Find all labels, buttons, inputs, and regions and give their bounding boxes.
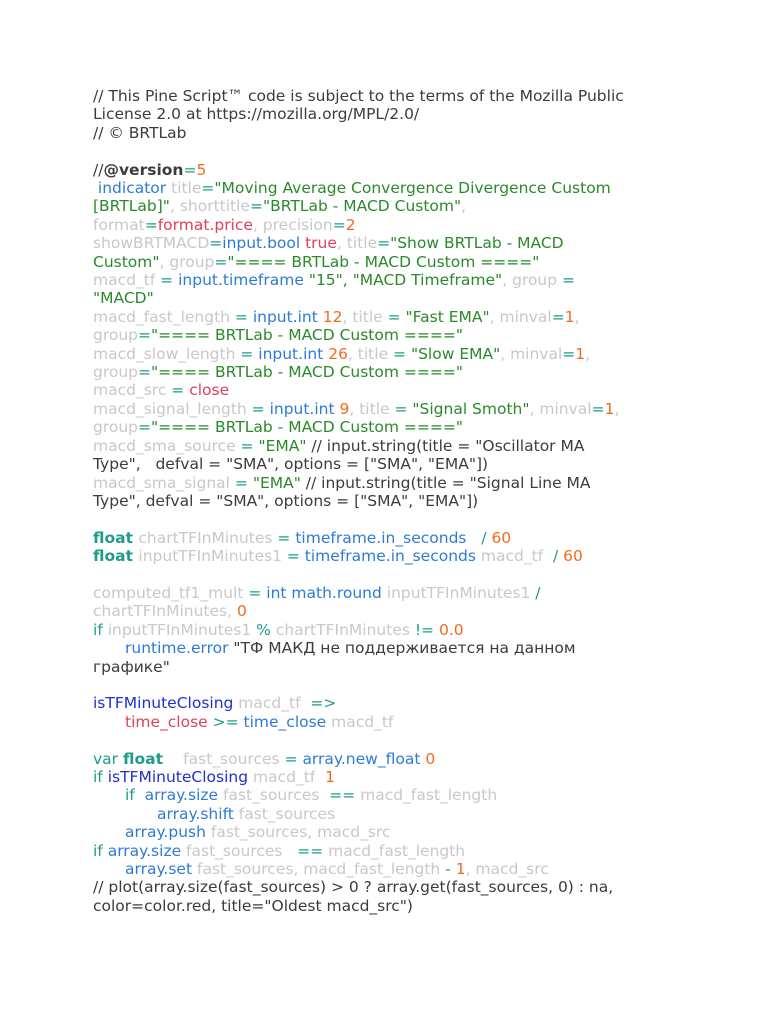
code-token: "EMA"	[252, 473, 301, 492]
code-line	[93, 805, 693, 823]
code-token: ,	[336, 234, 347, 253]
code-token: >=	[212, 712, 244, 731]
code-token: true	[305, 234, 337, 253]
code-token: ,	[159, 252, 170, 271]
code-token: =	[138, 326, 152, 345]
code-token: showBRTMACD	[93, 234, 210, 253]
code-token: "Signal Smoth"	[412, 399, 530, 418]
code-token: int	[266, 583, 292, 602]
code-line	[93, 878, 693, 896]
code-token: format.price	[157, 215, 253, 234]
code-token: 12	[322, 307, 343, 326]
code-token: input.int	[252, 307, 323, 326]
code-line	[93, 768, 693, 786]
code-token: ,	[342, 307, 353, 326]
code-token: array.set	[125, 859, 197, 878]
code-token: timeframe.in_seconds	[304, 547, 481, 566]
code-token: ,	[227, 602, 237, 621]
code-line	[93, 161, 693, 179]
code-token: ==	[324, 786, 361, 805]
code-line	[93, 105, 693, 123]
code-token: if	[93, 841, 108, 860]
code-token: macd_fast_length	[328, 841, 466, 860]
code-token: /	[535, 583, 541, 602]
code-line	[93, 897, 693, 915]
code-token: 60	[563, 547, 583, 566]
code-token: fast_sources	[222, 786, 325, 805]
code-token: isTFMinuteClosing	[107, 767, 253, 786]
code-token: format	[93, 215, 145, 234]
code-token: title	[171, 179, 202, 198]
code-token: minval	[539, 399, 592, 418]
code-token: =	[171, 381, 190, 400]
code-document	[93, 87, 693, 915]
code-line	[93, 142, 693, 160]
code-token: minval	[510, 344, 563, 363]
code-token: math.round	[291, 583, 387, 602]
code-token: ,	[252, 215, 263, 234]
code-token: =	[138, 363, 152, 382]
code-line	[93, 750, 693, 768]
code-token: =	[551, 307, 565, 326]
code-line	[93, 621, 693, 639]
code-token: !=	[414, 620, 439, 639]
code-token: // plot(array.size(fast_sources) > 0 ? array.get(fast_sources, 0) : na,	[93, 878, 614, 897]
code-token: array.shift	[157, 804, 239, 823]
code-token: float	[122, 749, 169, 768]
code-token: =	[286, 547, 305, 566]
code-token: =	[562, 271, 576, 290]
code-line	[93, 216, 693, 234]
code-token: macd_src	[317, 823, 391, 842]
code-token: 1	[604, 399, 615, 418]
code-token: group	[93, 363, 139, 382]
code-token: array.push	[125, 823, 211, 842]
code-token: ,	[489, 307, 500, 326]
code-token: "Slow EMA"	[410, 344, 501, 363]
code-token: precision	[262, 215, 333, 234]
code-token: ,	[585, 344, 591, 363]
code-token: =	[240, 436, 259, 455]
code-token: group	[93, 326, 139, 345]
code-line	[93, 584, 693, 602]
code-token: =	[214, 252, 228, 271]
code-token: =	[591, 399, 605, 418]
code-token: title	[359, 399, 395, 418]
code-token: shorttitle	[179, 197, 250, 216]
code-token: ,	[529, 399, 540, 418]
code-token: =	[160, 271, 179, 290]
code-token: fast_sources	[168, 749, 285, 768]
code-token: macd_fast_length	[360, 786, 498, 805]
code-token: 1	[455, 859, 466, 878]
code-token: if	[125, 786, 140, 805]
code-line	[93, 363, 693, 381]
code-token: var	[93, 749, 123, 768]
code-token: fast_sources	[238, 804, 336, 823]
code-line	[93, 455, 693, 473]
code-token: time_close	[125, 712, 213, 731]
code-token: title	[357, 344, 394, 363]
code-line	[93, 308, 693, 326]
code-token: array.size	[139, 786, 223, 805]
code-line	[93, 87, 693, 105]
code-token: macd_tf	[480, 547, 549, 566]
code-token: group	[512, 271, 563, 290]
code-token: macd_sma_source	[93, 436, 241, 455]
code-token: "15", "MACD Timeframe"	[308, 271, 503, 290]
code-token: Type", defval = "SMA", options = ["SMA", "EMA"])	[93, 491, 479, 510]
code-token: // input.string(title = "Oscillator MA	[306, 436, 585, 455]
code-token: /	[548, 547, 564, 566]
code-line	[93, 694, 693, 712]
code-line	[93, 179, 693, 197]
code-token: isTFMinuteClosing	[93, 694, 239, 713]
code-token: [BRTLab]"	[93, 197, 170, 216]
code-token: "Show BRTLab - MACD	[390, 234, 564, 253]
code-token: 26	[328, 344, 348, 363]
code-line	[93, 271, 693, 289]
code-line	[93, 547, 693, 565]
code-token: macd_sma_signal	[93, 473, 235, 492]
code-line	[93, 860, 693, 878]
code-token: // input.string(title = "Signal Line MA	[300, 473, 591, 492]
code-token: =	[284, 749, 303, 768]
code-token: =	[138, 418, 152, 437]
code-token: array.new_float	[302, 749, 426, 768]
code-token: ,	[461, 197, 467, 216]
code-token: =	[248, 583, 267, 602]
code-token: 9	[339, 399, 350, 418]
code-token: =	[249, 197, 263, 216]
code-token: fast_sources	[210, 823, 308, 842]
code-token: "==== BRTLab - MACD Custom ===="	[151, 418, 463, 437]
code-token: 1	[564, 307, 575, 326]
code-token: macd_tf	[331, 712, 394, 731]
code-token: title	[352, 307, 388, 326]
code-token: 2	[345, 215, 356, 234]
code-token: title	[346, 234, 378, 253]
code-token: color=color.red, title="Oldest macd_src")	[93, 896, 413, 915]
code-token: "==== BRTLab - MACD Custom ===="	[227, 252, 540, 271]
code-token: "BRTLab - MACD Custom"	[262, 197, 462, 216]
code-token: =	[377, 234, 391, 253]
code-line	[93, 474, 693, 492]
code-token: -	[445, 859, 456, 878]
code-token: =	[394, 399, 413, 418]
code-token: macd_tf	[238, 694, 306, 713]
code-line	[93, 529, 693, 547]
code-token: group	[93, 418, 139, 437]
code-token: "MACD"	[93, 289, 154, 308]
code-line	[93, 326, 693, 344]
code-line	[93, 639, 693, 657]
code-token: // © BRTLab	[93, 123, 187, 142]
code-token: 1	[320, 767, 335, 786]
code-token: =	[277, 528, 296, 547]
code-token: timeframe.in_seconds	[295, 528, 467, 547]
code-token: if	[93, 767, 108, 786]
code-token: %	[256, 620, 276, 639]
code-token: "Moving Average Convergence Divergence Custom	[214, 179, 611, 198]
code-token: macd_fast_length	[93, 307, 235, 326]
code-line	[93, 418, 693, 436]
code-token: macd_slow_length	[93, 344, 241, 363]
code-line	[93, 381, 693, 399]
code-token: =	[251, 399, 270, 418]
code-token: inputTFInMinutes1	[138, 547, 287, 566]
code-token: 0.0	[438, 620, 464, 639]
code-token: ,	[465, 859, 476, 878]
code-token: input.int	[269, 399, 340, 418]
code-token: runtime.error	[125, 639, 234, 658]
code-token: ,	[502, 271, 513, 290]
code-line	[93, 492, 693, 510]
code-line	[93, 197, 693, 215]
code-token: =	[183, 160, 197, 179]
code-token: fast_sources	[196, 859, 294, 878]
code-token: array.size	[107, 841, 187, 860]
code-token: macd_tf	[93, 271, 161, 290]
code-token: macd_tf	[253, 767, 321, 786]
code-token: macd_src	[93, 381, 172, 400]
code-token: =	[393, 344, 411, 363]
code-token: chartTFInMinutes	[275, 620, 415, 639]
code-token: "ТФ МАКД не поддерживается на данном	[233, 639, 576, 658]
code-token: ,	[614, 399, 620, 418]
code-token: ,	[169, 197, 180, 216]
code-line	[93, 676, 693, 694]
code-token: =	[562, 344, 576, 363]
code-token: "EMA"	[258, 436, 307, 455]
code-token: License 2.0 at https://mozilla.org/MPL/2.0/	[93, 105, 420, 124]
code-line	[93, 124, 693, 142]
code-line	[93, 842, 693, 860]
code-token: computed_tf1_mult	[93, 583, 249, 602]
code-line	[93, 345, 693, 363]
code-line	[93, 566, 693, 584]
code-token: "Fast EMA"	[405, 307, 490, 326]
code-token: ,	[347, 344, 358, 363]
code-token: ,	[574, 307, 580, 326]
code-token: input.int	[258, 344, 329, 363]
code-line	[93, 658, 693, 676]
code-token: "==== BRTLab - MACD Custom ===="	[151, 326, 463, 345]
code-token: macd_src	[475, 859, 549, 878]
code-token: close	[189, 381, 230, 400]
code-line	[93, 510, 693, 528]
code-token: =	[209, 234, 223, 253]
code-token: @version	[103, 160, 184, 179]
code-token: ==	[287, 841, 329, 860]
code-token: 1	[575, 344, 586, 363]
code-token: Custom"	[93, 252, 160, 271]
code-token: ,	[307, 823, 318, 842]
code-token: indicator	[93, 179, 172, 198]
code-token: // This Pine Script™ code is subject to the terms of the Mozilla Public	[93, 87, 624, 105]
code-token: =	[332, 215, 346, 234]
code-token: chartTFInMinutes	[93, 602, 228, 621]
code-token: input.timeframe	[178, 271, 309, 290]
code-token: macd_fast_length	[303, 859, 446, 878]
code-token: chartTFInMinutes	[138, 528, 278, 547]
code-token: time_close	[243, 712, 332, 731]
code-token: 60	[491, 528, 512, 547]
code-token: =	[234, 307, 253, 326]
code-token: fast_sources	[186, 841, 288, 860]
code-line	[93, 253, 693, 271]
code-token: minval	[499, 307, 552, 326]
code-token: "==== BRTLab - MACD Custom ===="	[151, 363, 463, 382]
code-token: =	[144, 215, 158, 234]
code-token: float	[93, 528, 139, 547]
code-token: inputTFInMinutes1	[107, 620, 257, 639]
code-token: =	[387, 307, 406, 326]
code-line	[93, 786, 693, 804]
code-token: ,	[293, 859, 304, 878]
code-token: input.bool	[222, 234, 306, 253]
code-token: =	[240, 344, 259, 363]
code-line	[93, 731, 693, 749]
code-token	[467, 529, 482, 547]
code-token: 0	[236, 602, 247, 621]
code-token: inputTFInMinutes1	[386, 583, 536, 602]
code-token: //	[93, 160, 104, 179]
code-token: =>	[305, 694, 337, 713]
code-token: 5	[196, 160, 207, 179]
code-token: =	[234, 473, 253, 492]
code-line	[93, 713, 693, 731]
code-token: group	[169, 252, 215, 271]
code-token: ,	[500, 344, 511, 363]
code-line	[93, 234, 693, 252]
code-line	[93, 400, 693, 418]
code-token: ,	[349, 399, 360, 418]
code-token: /	[481, 528, 492, 547]
code-token: 0	[425, 749, 436, 768]
code-token: графике"	[93, 657, 170, 676]
code-line	[93, 823, 693, 841]
code-token: Type", defval = "SMA", options = ["SMA", "EMA"])	[93, 455, 489, 474]
code-token: if	[93, 620, 108, 639]
code-line	[93, 602, 693, 620]
code-token: float	[93, 547, 139, 566]
code-line	[93, 289, 693, 307]
code-token: macd_signal_length	[93, 399, 252, 418]
code-token: =	[201, 179, 215, 198]
code-line	[93, 437, 693, 455]
